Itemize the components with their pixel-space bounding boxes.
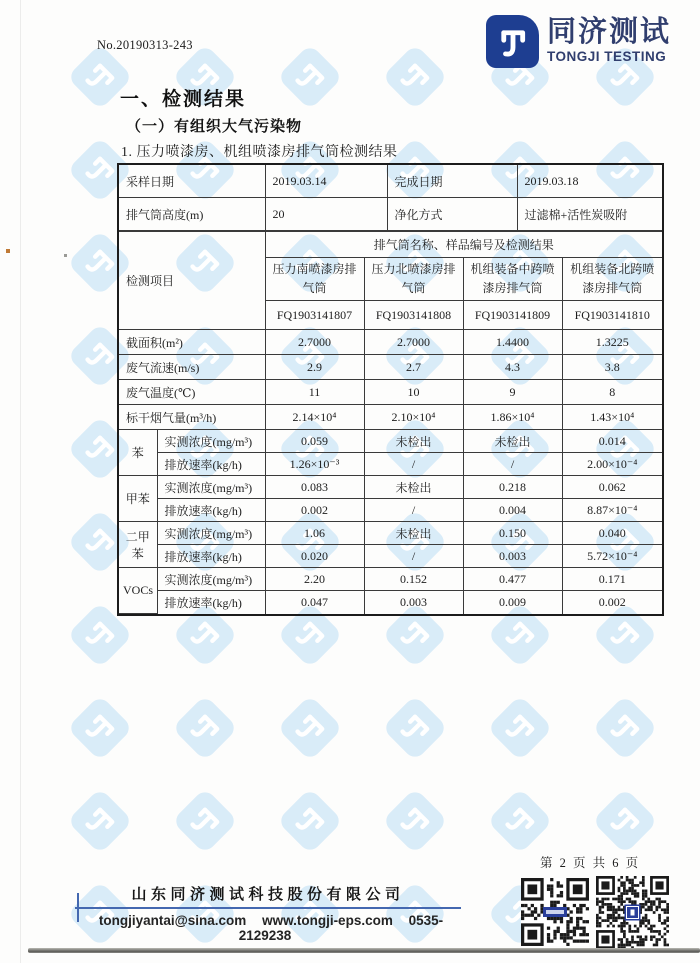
table-row xyxy=(119,232,662,258)
completion-date-value: 2019.03.18 xyxy=(517,165,662,198)
table-row xyxy=(119,522,662,545)
stack-height-value: 20 xyxy=(265,198,387,231)
metric-value: 未检出 xyxy=(364,522,463,545)
purification-label: 净化方式 xyxy=(387,198,517,231)
param-label: 截面积(m²) xyxy=(119,330,265,355)
param-value: 2.7000 xyxy=(364,330,463,355)
metric-value: 0.009 xyxy=(463,591,562,614)
pollutant-name: VOCs xyxy=(119,568,157,614)
metric-value: 0.059 xyxy=(265,430,364,453)
scan-bottom-edge xyxy=(28,948,700,953)
table-row xyxy=(119,355,662,380)
metric-label: 实测浓度(mg/m³) xyxy=(157,522,265,545)
info-table xyxy=(119,165,662,231)
metric-value: 0.171 xyxy=(562,568,662,591)
sample-id: FQ1903141809 xyxy=(463,301,562,330)
table-row xyxy=(119,453,662,476)
metric-value: 0.152 xyxy=(364,568,463,591)
footer-phone: 0535-2129238 xyxy=(238,913,444,943)
results-table xyxy=(117,163,664,616)
param-value: 3.8 xyxy=(562,355,662,380)
metric-label: 排放速率(kg/h) xyxy=(157,499,265,522)
scan-artifact xyxy=(64,254,67,257)
logo-title-cn: 同济测试 xyxy=(547,16,672,48)
param-value: 1.86×10⁴ xyxy=(463,405,562,430)
tongji-logo-mark-icon xyxy=(486,15,539,68)
param-label: 废气温度(℃) xyxy=(119,380,265,405)
metric-value: / xyxy=(364,545,463,568)
scan-artifact xyxy=(6,249,10,253)
metric-value: / xyxy=(463,453,562,476)
table-title: 1. 压力喷漆房、机组喷漆房排气筒检测结果 xyxy=(121,145,398,160)
param-value: 2.9 xyxy=(265,355,364,380)
param-value: 4.3 xyxy=(463,355,562,380)
param-value: 2.10×10⁴ xyxy=(364,405,463,430)
metric-label: 排放速率(kg/h) xyxy=(157,591,265,614)
metric-value: 1.26×10⁻³ xyxy=(265,453,364,476)
table-row xyxy=(119,499,662,522)
metric-label: 实测浓度(mg/m³) xyxy=(157,476,265,499)
column-header: 机组装备中跨喷漆房排气筒 xyxy=(463,258,562,301)
footer-company-name: 山东同济测试科技股份有限公司 xyxy=(131,886,405,903)
table-row xyxy=(119,476,662,499)
metric-value: 0.003 xyxy=(364,591,463,614)
metric-value: 未检出 xyxy=(364,430,463,453)
metric-value: 2.20 xyxy=(265,568,364,591)
metric-label: 实测浓度(mg/m³) xyxy=(157,430,265,453)
param-value: 1.3225 xyxy=(562,330,662,355)
table-row xyxy=(119,405,662,430)
metric-value: 0.002 xyxy=(265,499,364,522)
footer-contact xyxy=(75,913,461,943)
metric-value: 2.00×10⁻⁴ xyxy=(562,453,662,476)
metric-label: 排放速率(kg/h) xyxy=(157,545,265,568)
doc-number: No.20190313-243 xyxy=(97,38,193,52)
qr-code-left xyxy=(521,878,589,946)
page-number: 第 2 页 共 6 页 xyxy=(540,856,641,870)
metric-value: / xyxy=(364,499,463,522)
footer-website: www.tongji-eps.com xyxy=(262,913,393,928)
param-value: 2.7 xyxy=(364,355,463,380)
table-row xyxy=(119,430,662,453)
metric-value: 8.87×10⁻⁴ xyxy=(562,499,662,522)
metric-value: 0.020 xyxy=(265,545,364,568)
metric-value: 0.150 xyxy=(463,522,562,545)
metric-value: / xyxy=(364,453,463,476)
table-row xyxy=(119,545,662,568)
footer-email: tongjiyantai@sina.com xyxy=(98,913,247,928)
logo-subtitle-en: TONGJI TESTING xyxy=(547,49,667,64)
footer-separator-line xyxy=(75,907,461,909)
purification-value: 过滤棉+活性炭吸附 xyxy=(517,198,662,231)
sampling-date-label: 采样日期 xyxy=(119,165,265,198)
section-title: 一、检测结果 xyxy=(120,89,247,110)
company-logo xyxy=(486,15,671,68)
column-header: 机组装备北跨喷漆房排气筒 xyxy=(562,258,662,301)
metric-value: 0.003 xyxy=(463,545,562,568)
table-row xyxy=(119,330,662,355)
table-row xyxy=(119,380,662,405)
metric-value: 0.477 xyxy=(463,568,562,591)
param-label: 废气流速(m/s) xyxy=(119,355,265,380)
table-row xyxy=(119,198,662,231)
table-row xyxy=(119,568,662,591)
column-header: 压力北喷漆房排气筒 xyxy=(364,258,463,301)
sample-id: FQ1903141808 xyxy=(364,301,463,330)
metric-value: 未检出 xyxy=(364,476,463,499)
param-value: 10 xyxy=(364,380,463,405)
table-row xyxy=(119,591,662,614)
detect-item-label: 检测项目 xyxy=(119,232,265,330)
param-value: 1.4400 xyxy=(463,330,562,355)
metric-value: 0.014 xyxy=(562,430,662,453)
group-header: 排气筒名称、样品编号及检测结果 xyxy=(265,232,662,258)
metric-value: 未检出 xyxy=(463,430,562,453)
metric-value: 0.040 xyxy=(562,522,662,545)
qr-code-right xyxy=(596,876,669,949)
metric-value: 0.004 xyxy=(463,499,562,522)
pollutant-name: 苯 xyxy=(119,430,157,476)
metric-value: 1.06 xyxy=(265,522,364,545)
param-value: 11 xyxy=(265,380,364,405)
sampling-date-value: 2019.03.14 xyxy=(265,165,387,198)
sample-id: FQ1903141810 xyxy=(562,301,662,330)
metric-label: 实测浓度(mg/m³) xyxy=(157,568,265,591)
metric-value: 0.083 xyxy=(265,476,364,499)
column-header: 压力南喷漆房排气筒 xyxy=(265,258,364,301)
param-value: 2.14×10⁴ xyxy=(265,405,364,430)
detection-table xyxy=(119,231,662,614)
param-value: 9 xyxy=(463,380,562,405)
sample-id: FQ1903141807 xyxy=(265,301,364,330)
metric-value: 0.002 xyxy=(562,591,662,614)
param-label: 标干烟气量(m³/h) xyxy=(119,405,265,430)
stack-height-label: 排气筒高度(m) xyxy=(119,198,265,231)
pollutant-name: 甲苯 xyxy=(119,476,157,522)
scan-edge-line xyxy=(20,0,21,963)
metric-value: 5.72×10⁻⁴ xyxy=(562,545,662,568)
metric-value: 0.218 xyxy=(463,476,562,499)
param-value: 8 xyxy=(562,380,662,405)
table-row xyxy=(119,165,662,198)
completion-date-label: 完成日期 xyxy=(387,165,517,198)
metric-value: 0.047 xyxy=(265,591,364,614)
param-value: 1.43×10⁴ xyxy=(562,405,662,430)
pollutant-name: 二甲苯 xyxy=(119,522,157,568)
metric-label: 排放速率(kg/h) xyxy=(157,453,265,476)
subsection-title: （一）有组织大气污染物 xyxy=(126,118,303,135)
metric-value: 0.062 xyxy=(562,476,662,499)
param-value: 2.7000 xyxy=(265,330,364,355)
